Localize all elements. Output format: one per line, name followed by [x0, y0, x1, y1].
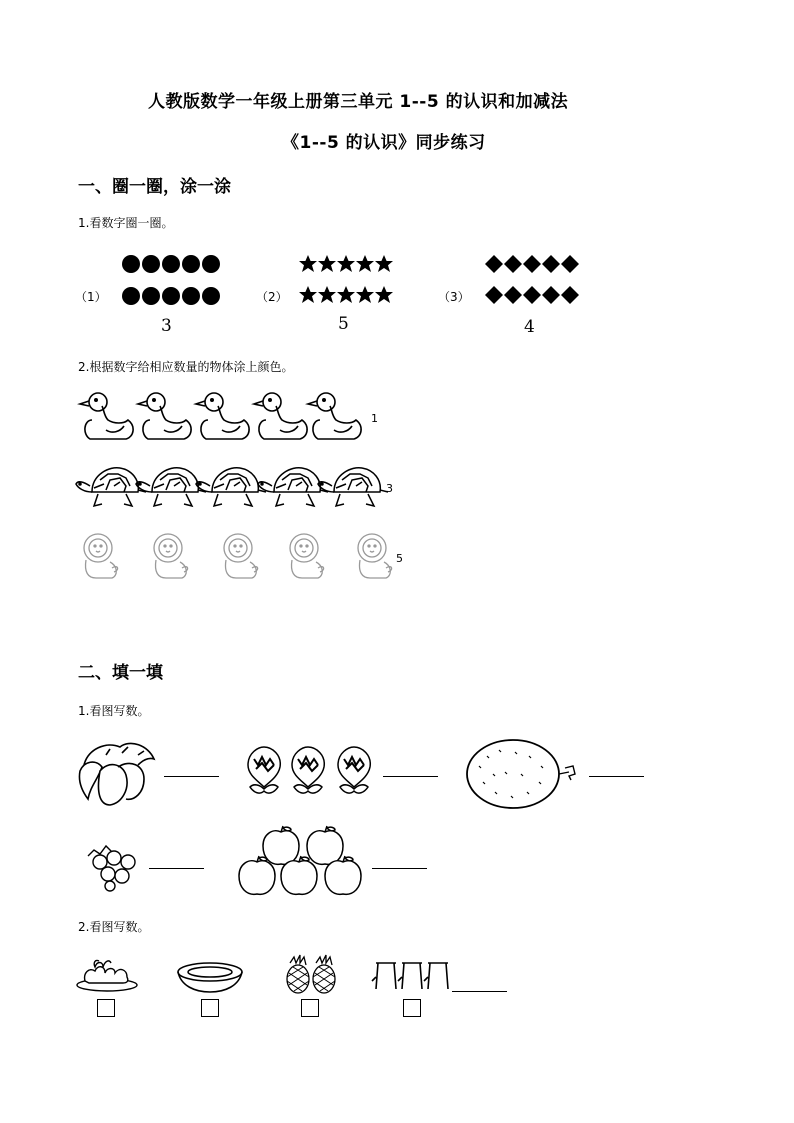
row-number: 3	[386, 482, 393, 495]
turtle-row	[76, 460, 386, 515]
group-label: （1）	[75, 290, 107, 304]
peach-plate-picture	[75, 955, 141, 995]
group-number: 4	[524, 317, 535, 337]
lion-row	[78, 532, 398, 587]
group-label: （3）	[438, 290, 470, 304]
answer-line[interactable]	[383, 776, 438, 777]
stool-picture	[370, 961, 456, 995]
duck-row	[78, 390, 368, 445]
bowl-picture	[175, 960, 245, 994]
answer-box[interactable]	[403, 999, 421, 1017]
diamond-group	[484, 254, 594, 314]
answer-line[interactable]	[589, 776, 644, 777]
mango-picture	[78, 735, 160, 807]
apple-picture	[235, 824, 371, 898]
answer-box[interactable]	[201, 999, 219, 1017]
section-heading: 二、填一填	[78, 663, 163, 683]
answer-box[interactable]	[97, 999, 115, 1017]
page-subtitle: 《1--5 的认识》同步练习	[282, 133, 486, 153]
answer-line[interactable]	[452, 991, 507, 992]
answer-line[interactable]	[372, 868, 427, 869]
row-number: 1	[371, 412, 378, 425]
grapes-picture	[86, 842, 146, 892]
question-prompt: 1.看图写数。	[78, 704, 150, 718]
pineapple-picture	[284, 953, 340, 995]
answer-line[interactable]	[164, 776, 219, 777]
page-title: 人教版数学一年级上册第三单元 1--5 的认识和加减法	[148, 92, 569, 112]
question-prompt: 2.看图写数。	[78, 920, 150, 934]
answer-line[interactable]	[149, 868, 204, 869]
watermelon-picture	[465, 738, 591, 810]
answer-box[interactable]	[301, 999, 319, 1017]
strawberry-picture	[244, 745, 380, 801]
star-group	[298, 254, 408, 314]
question-prompt: 2.根据数字给相应数量的物体涂上颜色。	[78, 360, 294, 374]
group-label: （2）	[256, 290, 288, 304]
group-number: 5	[338, 314, 349, 334]
row-number: 5	[396, 552, 403, 565]
circle-group	[120, 253, 230, 313]
group-number: 3	[161, 316, 172, 336]
section-heading: 一、圈一圈，涂一涂	[78, 177, 231, 197]
question-prompt: 1.看数字圈一圈。	[78, 216, 174, 230]
